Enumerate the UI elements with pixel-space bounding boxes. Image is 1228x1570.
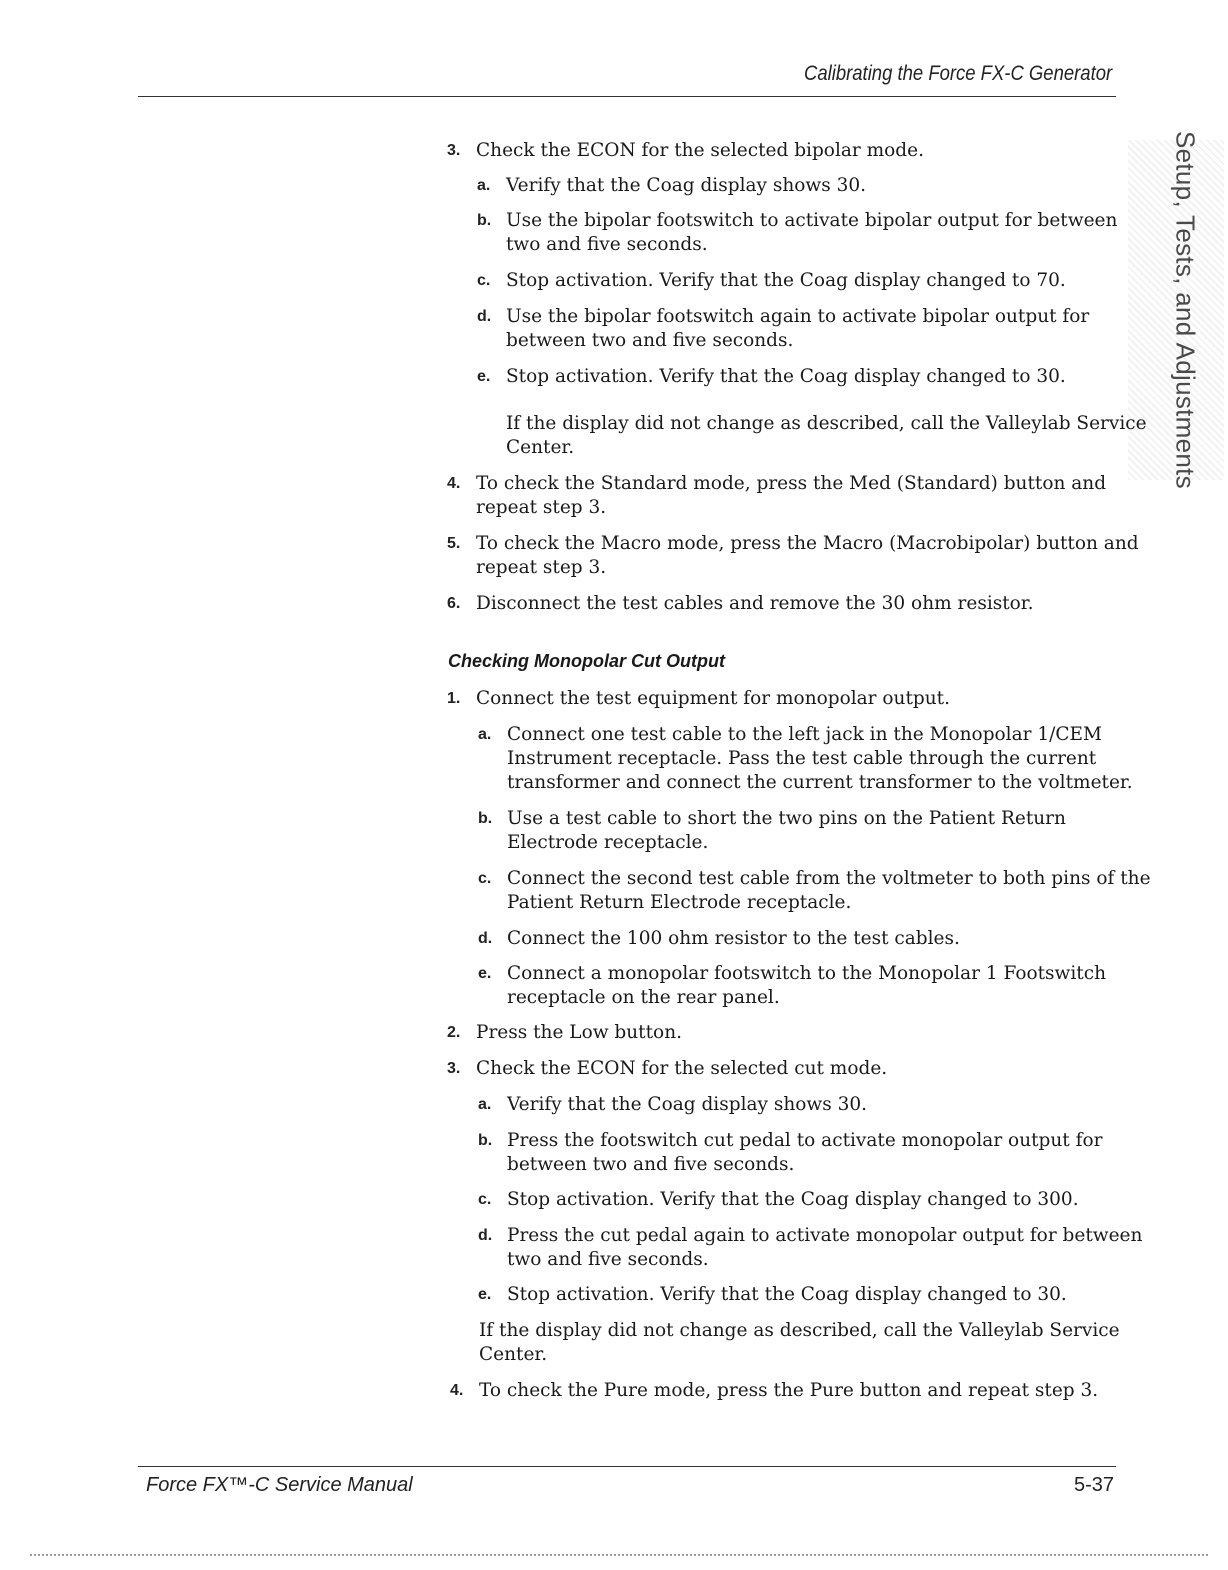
- substep-text: transformer and connect the current transformer to the voltmeter.: [507, 772, 1133, 793]
- substep-text: two and five seconds.: [506, 234, 708, 255]
- step-text: repeat step 3.: [476, 497, 607, 518]
- step-number: 6.: [447, 595, 461, 612]
- substep-letter: e.: [478, 1286, 492, 1303]
- step-text: Press the Low button.: [476, 1022, 682, 1043]
- substep-text: between two and five seconds.: [506, 330, 794, 351]
- header-rule: [138, 96, 1116, 97]
- substep-text: Instrument receptacle. Pass the test cable through the current: [507, 748, 1097, 769]
- step-text: Disconnect the test cables and remove the 30 ohm resistor.: [476, 593, 1034, 614]
- step-text: Connect the test equipment for monopolar output.: [476, 688, 950, 709]
- step-number: 2.: [447, 1024, 461, 1041]
- substep-letter: e.: [478, 965, 492, 982]
- substep-letter: c.: [478, 870, 492, 887]
- substep-letter: c.: [478, 1191, 492, 1208]
- substep-text: between two and five seconds.: [507, 1154, 795, 1175]
- step-text: Check the ECON for the selected cut mode.: [476, 1058, 888, 1079]
- note-text: Center.: [479, 1344, 548, 1365]
- substep-text: Stop activation. Verify that the Coag display changed to 30.: [507, 1284, 1067, 1305]
- substep-text: Connect a monopolar footswitch to the Monopolar 1 Footswitch: [507, 963, 1106, 984]
- substep-text: Connect one test cable to the left jack in the Monopolar 1/CEM: [507, 724, 1102, 745]
- substep-text: Press the cut pedal again to activate monopolar output for between: [507, 1225, 1143, 1246]
- step-number: 5.: [447, 535, 461, 552]
- substep-letter: c.: [477, 272, 491, 289]
- substep-letter: b.: [477, 212, 492, 229]
- step-text: repeat step 3.: [476, 557, 607, 578]
- substep-text: Stop activation. Verify that the Coag display changed to 30.: [506, 366, 1066, 387]
- step-number: 4.: [450, 1382, 464, 1399]
- footer-manual-title: Force FX™-C Service Manual: [146, 1474, 413, 1496]
- substep-text: Use the bipolar footswitch again to activate bipolar output for: [506, 306, 1090, 327]
- section-heading: Checking Monopolar Cut Output: [448, 651, 725, 671]
- step-number: 3.: [447, 142, 461, 159]
- substep-letter: a.: [478, 726, 492, 743]
- substep-text: Stop activation. Verify that the Coag display changed to 300.: [507, 1189, 1079, 1210]
- step-text: To check the Pure mode, press the Pure button and repeat step 3.: [479, 1380, 1099, 1401]
- substep-text: Use the bipolar footswitch to activate bipolar output for between: [506, 210, 1118, 231]
- substep-text: two and five seconds.: [507, 1249, 709, 1270]
- step-text: To check the Macro mode, press the Macro (Macrobipolar) button and: [476, 533, 1139, 554]
- substep-text: Patient Return Electrode receptacle.: [507, 892, 852, 913]
- substep-letter: b.: [478, 1132, 493, 1149]
- side-tab-label: Setup, Tests, and Adjustments: [1170, 131, 1201, 489]
- substep-letter: d.: [477, 308, 492, 325]
- note-text: Center.: [506, 437, 575, 458]
- substep-letter: a.: [478, 1096, 492, 1113]
- footer-rule: [138, 1466, 1116, 1467]
- substep-text: Press the footswitch cut pedal to activate monopolar output for: [507, 1130, 1103, 1151]
- substep-text: Verify that the Coag display shows 30.: [507, 1094, 868, 1115]
- substep-text: Electrode receptacle.: [507, 832, 709, 853]
- step-number: 4.: [447, 475, 461, 492]
- step-number: 1.: [447, 690, 461, 707]
- substep-text: Stop activation. Verify that the Coag display changed to 70.: [506, 270, 1066, 291]
- substep-text: Verify that the Coag display shows 30.: [506, 175, 867, 196]
- scan-edge: [30, 1554, 1210, 1556]
- note-text: If the display did not change as described, call the Valleylab Service: [479, 1320, 1120, 1341]
- substep-text: Connect the second test cable from the voltmeter to both pins of the: [507, 868, 1151, 889]
- step-text: Check the ECON for the selected bipolar mode.: [476, 140, 924, 161]
- substep-text: Use a test cable to short the two pins on the Patient Return: [507, 808, 1066, 829]
- footer-page-number: 5-37: [1073, 1474, 1114, 1496]
- substep-letter: d.: [478, 930, 493, 947]
- substep-letter: b.: [478, 810, 493, 827]
- substep-letter: e.: [477, 368, 491, 385]
- note-text: If the display did not change as described, call the Valleylab Service: [506, 413, 1147, 434]
- substep-text: receptacle on the rear panel.: [507, 987, 780, 1008]
- substep-letter: a.: [477, 177, 491, 194]
- running-header-title: Calibrating the Force FX-C Generator: [803, 62, 1112, 85]
- step-text: To check the Standard mode, press the Med (Standard) button and: [476, 473, 1107, 494]
- substep-text: Connect the 100 ohm resistor to the test cables.: [507, 928, 960, 949]
- substep-letter: d.: [478, 1227, 493, 1244]
- step-number: 3.: [447, 1060, 461, 1077]
